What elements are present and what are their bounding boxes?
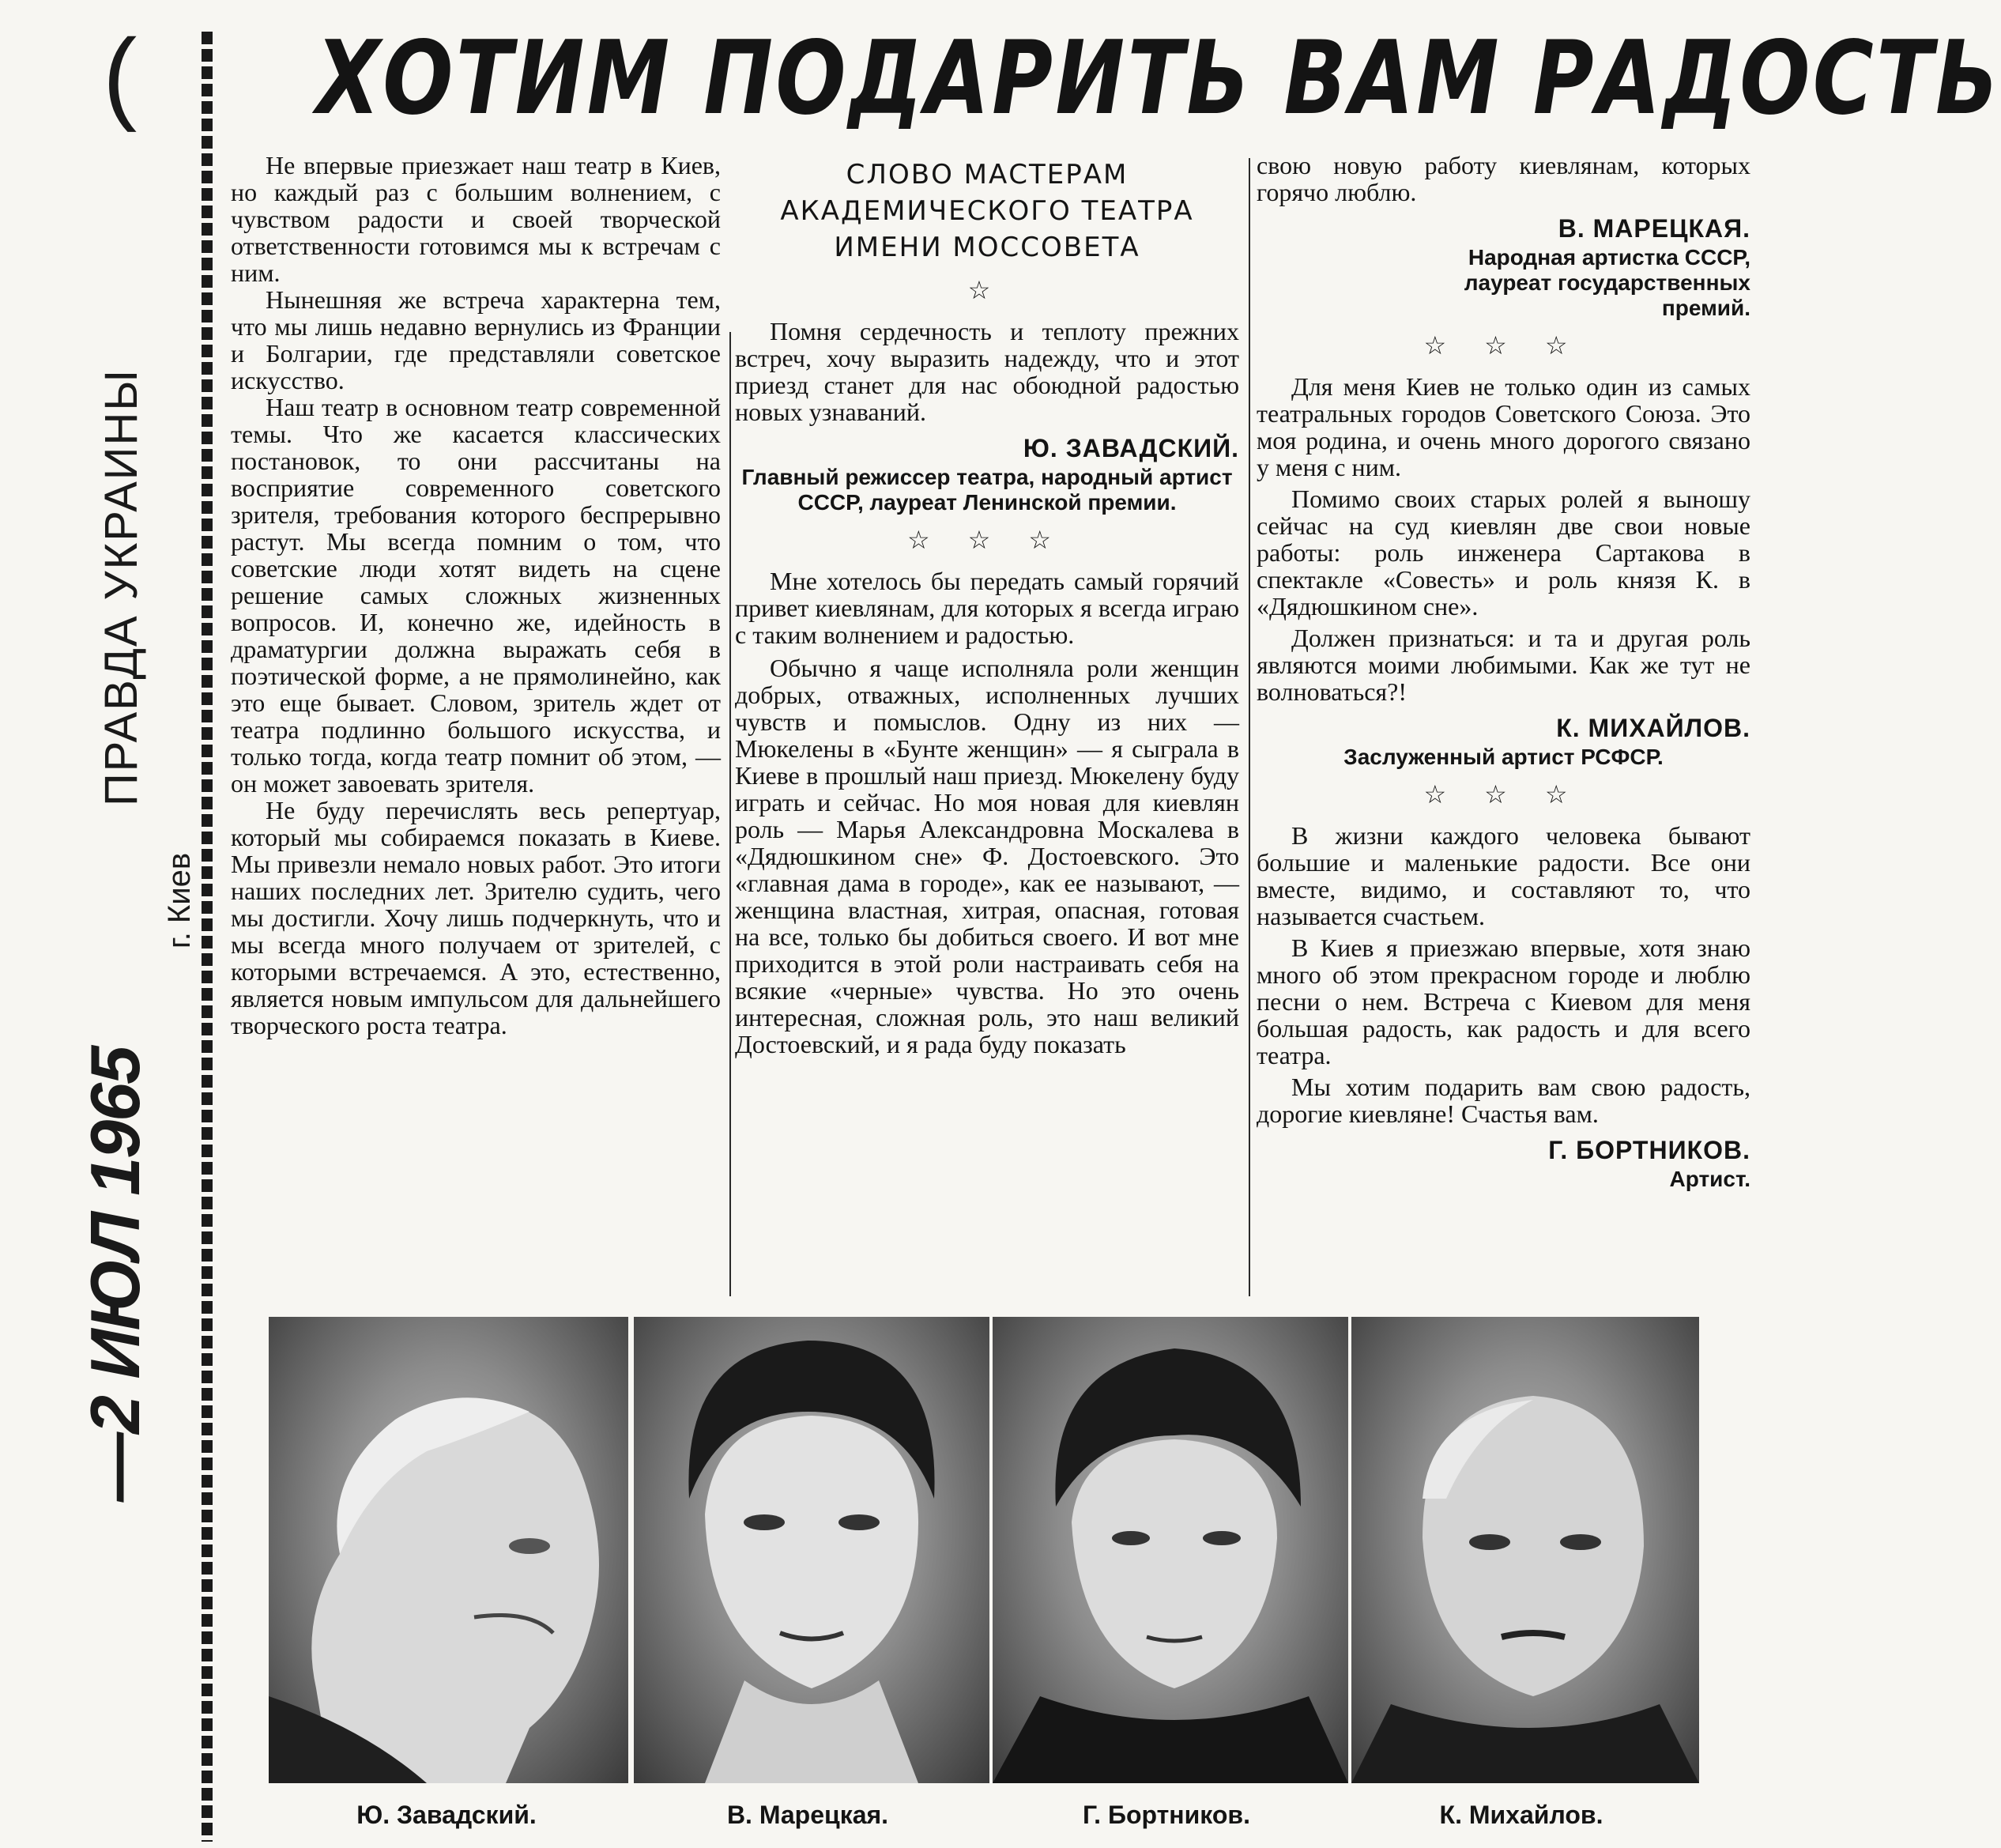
portrait-zavadsky [269, 1317, 628, 1783]
column-divider [729, 332, 731, 1296]
city-name: г. Киев [162, 852, 197, 949]
signature-role: Народная артистка СССР, лауреат государственных премий. [1464, 245, 1750, 320]
paragraph: В Киев я приезжаю впервые, хотя знаю много об этом прекрасном городе и люблю песни о нем. Встреча с Киевом для меня большая радость, как радость и для всего театра. [1257, 933, 1750, 1069]
signature: Г. БОРТНИКОВ. [1548, 1136, 1750, 1164]
column-2 [735, 152, 1239, 1058]
signature: Ю. ЗАВАДСКИЙ. [1023, 434, 1239, 462]
perforated-edge [202, 32, 213, 1842]
paragraph: Для меня Киев не только один из самых театральных городов Советского Союза. Это моя родина, и очень много дорогого связано у меня с ним. [1257, 372, 1750, 481]
handwritten-mark: ( [103, 17, 138, 133]
star-separator: ☆ ☆ ☆ [1423, 780, 1584, 809]
column-3 [1257, 152, 1750, 1192]
paragraph: Помимо своих старых ролей я выношу сейчас на суд киевлян две свои новые работы: роль инженера Сартакова в спектакле «Совесть» и роль князя К. в «Дядюшкином сне». [1257, 485, 1750, 620]
subheading-line: СЛОВО МАСТЕРАМ [846, 159, 1129, 190]
portrait-maretskaya [634, 1317, 989, 1783]
paragraph: Не буду перечислять весь репертуар, который мы собираемся показать в Киеве. Мы привезли немало новых работ. Это итоги наших последних лет. Зрителю судить, чего мы достигли. Хочу лишь подчеркнуть, что и мы всегда много получаем от зрителей, с которыми встречаемся. А это, естественно, является новым импульсом для дальнейшего творческого роста театра. [231, 796, 721, 1039]
newspaper-name: ПРАВДА УКРАИНЫ [96, 368, 147, 806]
paragraph: Нынешняя же встреча характерна тем, что мы лишь недавно вернулись из Франции и Болгарии, где представляли советское искусство. [231, 285, 721, 394]
paragraph: Не впервые приезжает наш театр в Киев, но каждый раз с большим волнением, с чувством радости и своей творческой ответственности готовимся мы к встречам с ним. [231, 151, 721, 287]
paragraph: Наш театр в основном театр современной темы. Что же касается классических постановок, то они рассчитаны на восприятие современного советского зрителя, требования которого беспрерывно растут. Мы всегда помним о том, что советские люди хотят видеть на сцене решение самых сложных жизненных вопросов. И, конечно же, идейность в драматургии должна выражать себя в поэтической форме, а не прямолинейно, как это еще бывает. Словом, зритель ждет от театра подлинно большого искусства, и только тогда, когда театр помнит об этом, — он может завоевать зрителя. [231, 393, 721, 798]
star-separator: ☆ ☆ ☆ [906, 526, 1068, 554]
signature: К. МИХАЙЛОВ. [1556, 714, 1750, 742]
paragraph: свою новую работу киевлянам, которых горячо люблю. [1257, 151, 1750, 206]
date-stamp: —2 ИЮЛ 1965 [76, 1047, 154, 1502]
signature-role: Главный режиссер театра, народный артист СССР, лауреат Ленинской премии. [741, 465, 1233, 515]
portrait-mikhailov [1351, 1317, 1699, 1783]
paragraph: Обычно я чаще исполняла роли женщин добрых, отважных, исполненных лучших чувств и помыслов. Одну из них — Мюкелены в «Бунте женщин» — я сыграла в Киеве в прошлый наш приезд. Мюкелену буду играть и сейчас. Но моя новая для киевлян роль — Марья Александровна Москалева в «Дядюшкином сне» Ф. Достоевского. Это «главная дама в городе», как ее называют, — женщина властная, хитрая, опасная, готовая на все, только бы добиться своего. И вот мне приходится в этой роли настраивать себя на всякие «черные» чувства. Но это очень интересная, сложная роль, это наш великий Достоевский, и я рада буду показать [735, 654, 1239, 1058]
photo-caption: Ю. Завадский. [356, 1801, 537, 1829]
paragraph: Должен признаться: и та и другая роль являются моими любимыми. Как же тут не волноваться?! [1257, 624, 1750, 706]
signature-role: Заслуженный артист РСФСР. [1343, 745, 1664, 769]
subheading-line: ИМЕНИ МОССОВЕТА [834, 232, 1140, 263]
photo-caption: Г. Бортников. [1083, 1801, 1250, 1829]
paragraph: Мне хотелось бы передать самый горячий привет киевлянам, для которых я всегда играю с таким волнением и радостью. [735, 567, 1239, 649]
column-divider [1249, 158, 1250, 1296]
headline: ХОТИМ ПОДАРИТЬ ВАМ РАДОСТЬ [316, 20, 2001, 138]
column-1 [231, 152, 721, 1039]
subheading [735, 157, 1239, 266]
subheading-line: АКАДЕМИЧЕСКОГО ТЕАТРА [780, 195, 1194, 227]
paragraph: В жизни каждого человека бывают большие и маленькие радости. Все они вместе, видимо, и составляют то, что называется счастьем. [1257, 821, 1750, 930]
star-separator: ☆ [967, 276, 1007, 304]
portrait-bortnikov [993, 1317, 1348, 1783]
photo-caption: К. Михайлов. [1439, 1801, 1603, 1829]
star-separator: ☆ ☆ ☆ [1423, 331, 1584, 360]
paragraph: Помня сердечность и теплоту прежних встреч, хочу выразить надежду, что и этот приезд станет для нас обоюдной радостью новых узнаваний. [735, 317, 1239, 426]
paragraph: Мы хотим подарить вам свою радость, дорогие киевляне! Счастья вам. [1257, 1073, 1750, 1128]
signature-role: Артист. [1669, 1167, 1750, 1191]
signature: В. МАРЕЦКАЯ. [1558, 214, 1750, 243]
photo-caption: В. Марецкая. [726, 1801, 889, 1829]
